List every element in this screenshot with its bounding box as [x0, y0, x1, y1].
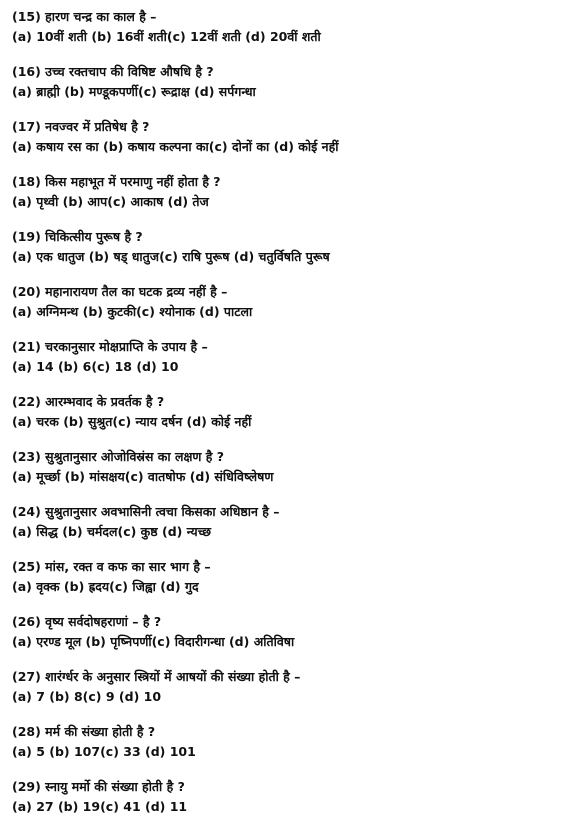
- question-options: (a) एरण्ड मूल (b) पृष्निपर्णी(c) विदारीगन्धा (d) अतिविषा: [12, 634, 295, 649]
- question-text: (21) चरकानुसार मोक्षप्राप्ति के उपाय है –: [12, 339, 208, 354]
- question-item-20: [12, 282, 557, 337]
- question-item-27: [12, 667, 557, 722]
- question-text: (18) किस महाभूत में परमाणु नहीं होता है ?: [12, 174, 221, 189]
- question-options: (a) 5 (b) 107(c) 33 (d) 101: [12, 744, 196, 759]
- question-text: (15) हारण चन्द्र का काल है –: [12, 9, 157, 24]
- question-text: (26) वृष्य सर्वदोषहराणां – है ?: [12, 614, 162, 629]
- question-item-26: [12, 612, 557, 667]
- question-text: (24) सुश्रुतानुसार अवभासिनी त्वचा किसका अधिष्ठान है –: [12, 504, 280, 519]
- question-item-18: [12, 172, 557, 227]
- question-text: (23) सुश्रुतानुसार ओजोविस्रंस का लक्षण है ?: [12, 449, 225, 464]
- question-text: (29) स्नायु मर्मो की संख्या होती है ?: [12, 779, 185, 794]
- question-item-28: [12, 722, 557, 777]
- question-options: (a) चरक (b) सुश्रुत(c) न्याय दर्षन (d) कोई नहीं: [12, 414, 252, 429]
- question-options: (a) 14 (b) 6(c) 18 (d) 10: [12, 359, 179, 374]
- question-text: (28) मर्म की संख्या होती है ?: [12, 724, 156, 739]
- question-item-24: [12, 502, 557, 557]
- question-item-15: [12, 7, 557, 62]
- question-item-29: [12, 777, 557, 832]
- question-options: (a) कषाय रस का (b) कषाय कल्पना का(c) दोनों का (d) कोई नहीं: [12, 139, 339, 154]
- question-options: (a) वृक्क (b) ह्रदय(c) जिह्वा (d) गुद: [12, 579, 199, 594]
- question-list: [12, 7, 557, 832]
- question-options: (a) अग्निमन्थ (b) कुटकी(c) श्योनाक (d) पाटला: [12, 304, 253, 319]
- question-options: (a) ब्राह्मी (b) मण्डूकपर्णी(c) रूद्राक्ष (d) सर्पगन्धा: [12, 84, 256, 99]
- question-options: (a) एक धातुज (b) षड् धातुज(c) राषि पुरूष (d) चतुर्विषति पुरूष: [12, 249, 330, 264]
- question-text: (20) महानारायण तैल का घटक द्रव्य नहीं है –: [12, 284, 228, 299]
- question-text: (27) शारंर्ग्धर के अनुसार स्त्रियों में आषयों की संख्या होती है –: [12, 669, 301, 684]
- question-text: (17) नवज्वर में प्रतिषेध है ?: [12, 119, 150, 134]
- question-options: (a) सिद्ध (b) चर्मदल(c) कुष्ठ (d) न्यच्छ: [12, 524, 212, 539]
- question-item-16: [12, 62, 557, 117]
- question-item-22: [12, 392, 557, 447]
- question-options: (a) 7 (b) 8(c) 9 (d) 10: [12, 689, 162, 704]
- question-options: (a) पृथ्वी (b) आप(c) आकाष (d) तेज: [12, 194, 209, 209]
- question-item-21: [12, 337, 557, 392]
- question-text: (25) मांस, रक्त व कफ का सार भाग है –: [12, 559, 211, 574]
- question-text: (19) चिकित्सीय पुरूष है ?: [12, 229, 143, 244]
- question-text: (16) उच्च रक्तचाप की विषिष्ट औषधि है ?: [12, 64, 214, 79]
- question-options: (a) मूर्च्छा (b) मांसक्षय(c) वातषोफ (d) संधिविष्लेषण: [12, 469, 274, 484]
- question-text: (22) आरम्भवाद के प्रवर्तक है ?: [12, 394, 165, 409]
- question-item-23: [12, 447, 557, 502]
- question-item-25: [12, 557, 557, 612]
- question-options: (a) 10वीं शती (b) 16वीं शती(c) 12वीं शती (d) 20वीं शती: [12, 29, 321, 44]
- question-options: (a) 27 (b) 19(c) 41 (d) 11: [12, 799, 188, 814]
- question-item-19: [12, 227, 557, 282]
- question-item-17: [12, 117, 557, 172]
